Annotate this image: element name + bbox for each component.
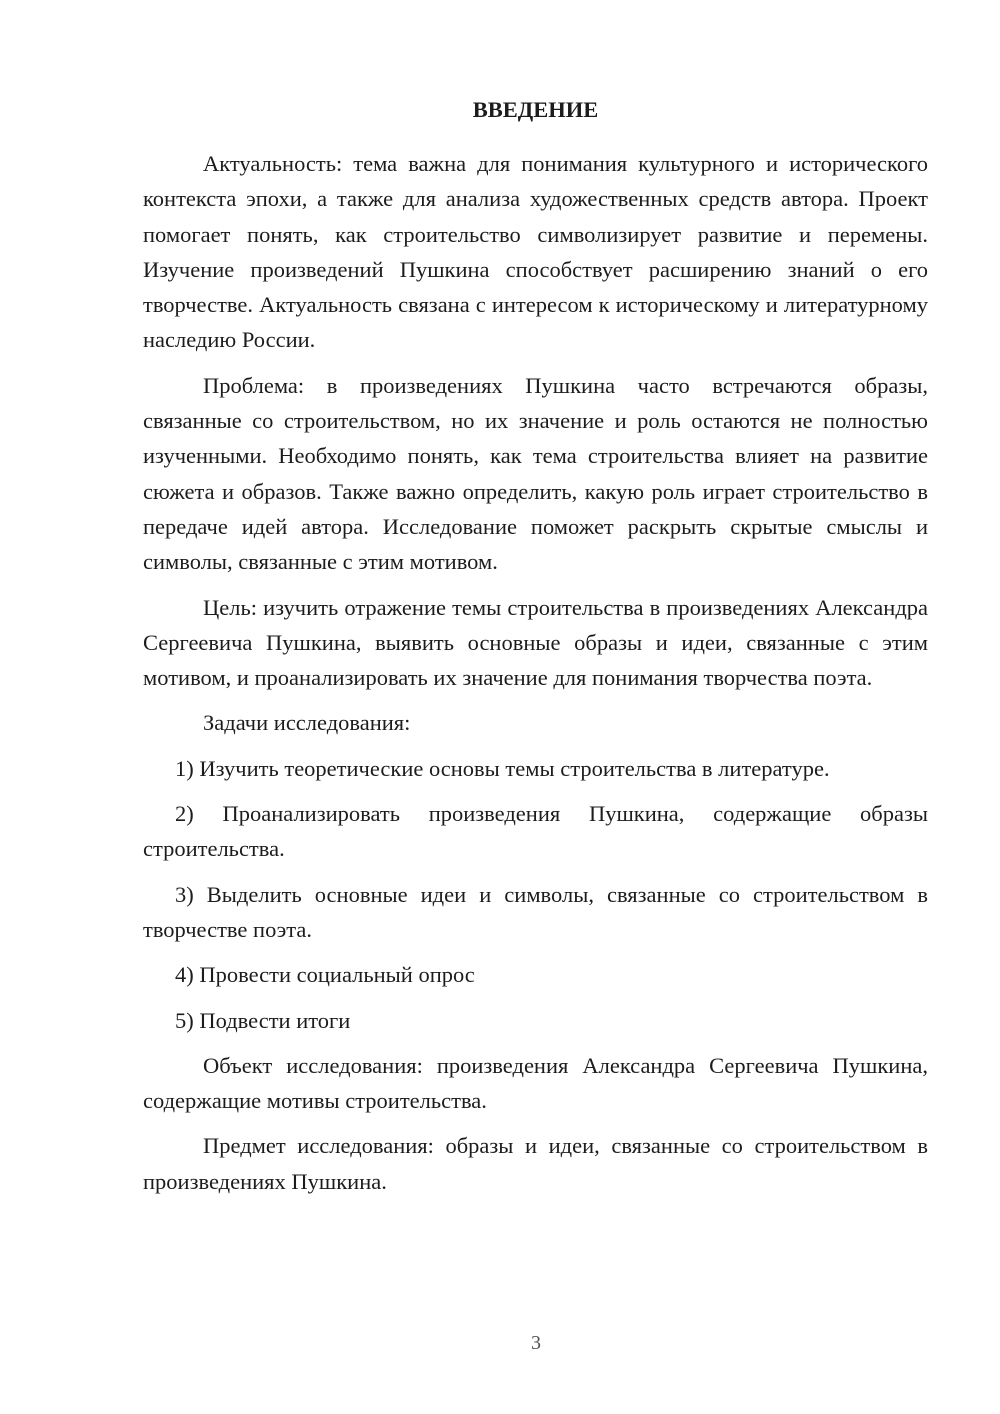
paragraph-subject: Предмет исследования: образы и идеи, связанные со строительством в произведениях Пушкина.	[143, 1133, 928, 1194]
page-number: 3	[531, 1332, 541, 1354]
paragraph-relevance: Актуальность: тема важна для понимания культурного и исторического контекста эпохи, а также для анализа художественных средств автора. Проект помогает понять, как строительство символизирует развитие и перемены. Изучение произведений Пушкина способствует расширению знаний о его творчестве. Актуальность связана с интересом к историческому и литературному наследию России.	[143, 151, 928, 353]
task-item-2: 2) Проанализировать произведения Пушкина, содержащие образы строительства.	[143, 801, 928, 862]
page-body	[143, 92, 928, 1199]
task-item-1: 1) Изучить теоретические основы темы строительства в литературе.	[175, 755, 830, 781]
paragraph-goal: Цель: изучить отражение темы строительства в произведениях Александра Сергеевича Пушкина, выявить основные образы и идеи, связанные с этим мотивом, и проанализировать их значение для понимания творчества поэта.	[143, 594, 928, 691]
task-item-3: 3) Выделить основные идеи и символы, связанные со строительством в творчестве поэта.	[143, 881, 928, 942]
paragraph-object: Объект исследования: произведения Александра Сергеевича Пушкина, содержащие мотивы строительства.	[143, 1052, 928, 1114]
task-item-4: 4) Провести социальный опрос	[175, 962, 475, 988]
task-item-5: 5) Подвести итоги	[175, 1007, 351, 1033]
tasks-title: Задачи исследования:	[203, 710, 411, 736]
paragraph-problem: Проблема: в произведениях Пушкина часто встречаются образы, связанные со строительством, но их значение и роль остаются не полностью изученными. Необходимо понять, как тема строительства влияет на развитие сюжета и образов. Также важно определить, какую роль играет строительство в передаче идей автора. Исследование поможет раскрыть скрытые смыслы и символы, связанные с этим мотивом.	[143, 372, 928, 575]
section-heading: ВВЕДЕНИЕ	[472, 97, 599, 122]
